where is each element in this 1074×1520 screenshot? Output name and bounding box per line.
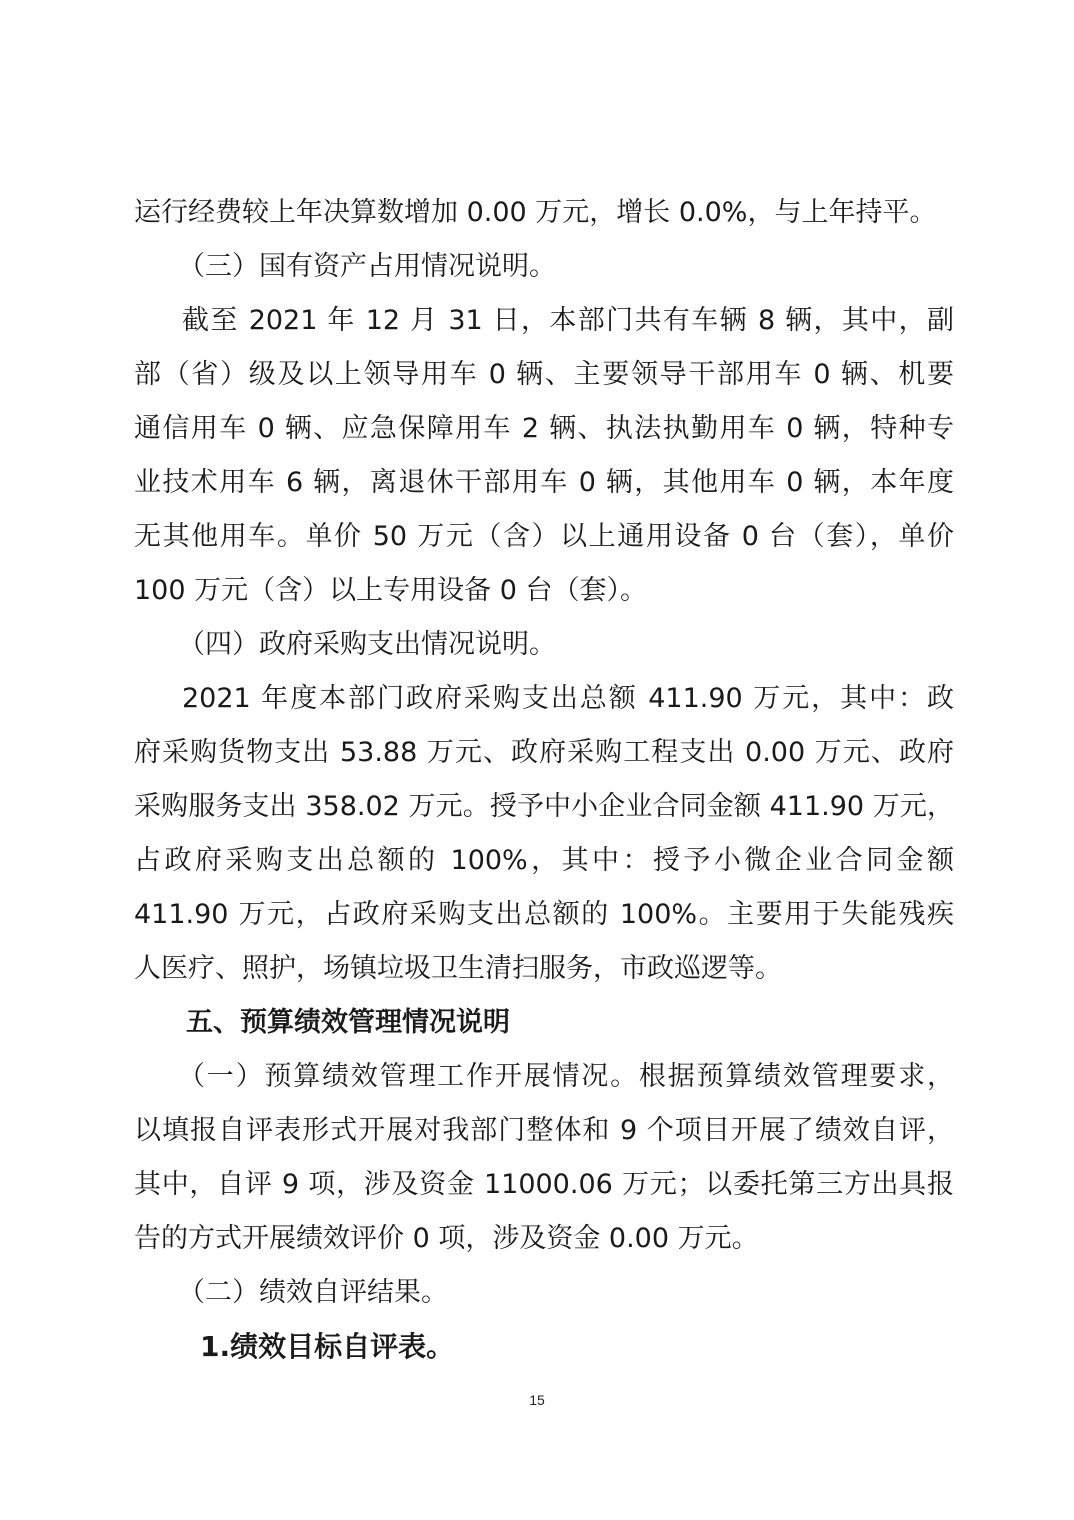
- paragraph-line: 其中，自评 9 项，涉及资金 11000.06 万元；以委托第三方出具报: [134, 1169, 954, 1200]
- section-heading-procurement: （四）政府采购支出情况说明。: [178, 629, 556, 660]
- paragraph-line: 100 万元（含）以上专用设备 0 台（套）。: [134, 575, 647, 606]
- page-number: 15: [529, 1392, 545, 1408]
- paragraph-line: 411.90 万元，占政府采购支出总额的 100%。主要用于失能残疾: [134, 899, 954, 930]
- section-heading-assets: （三）国有资产占用情况说明。: [178, 251, 556, 282]
- paragraph-line: 截至 2021 年 12 月 31 日，本部门共有车辆 8 辆，其中，副: [182, 305, 954, 336]
- section-heading-5: 五、预算绩效管理情况说明: [186, 1007, 510, 1038]
- paragraph-line: 告的方式开展绩效评价 0 项，涉及资金 0.00 万元。: [134, 1223, 759, 1254]
- paragraph-line: 人医疗、照护，场镇垃圾卫生清扫服务，市政巡逻等。: [134, 953, 782, 984]
- paragraph-line: 业技术用车 6 辆，离退休干部用车 0 辆，其他用车 0 辆，本年度: [134, 467, 954, 498]
- paragraph-line: （一）预算绩效管理工作开展情况。根据预算绩效管理要求，: [178, 1061, 954, 1092]
- section-heading-table: 1.绩效目标自评表。: [200, 1330, 455, 1363]
- paragraph-line: 无其他用车。单价 50 万元（含）以上通用设备 0 台（套），单价: [134, 521, 954, 552]
- paragraph-line: 运行经费较上年决算数增加 0.00 万元，增长 0.0%，与上年持平。: [134, 197, 937, 228]
- paragraph-line: 部（省）级及以上领导用车 0 辆、主要领导干部用车 0 辆、机要: [134, 359, 954, 390]
- section-heading-results: （二）绩效自评结果。: [178, 1277, 448, 1308]
- paragraph-line: 2021 年度本部门政府采购支出总额 411.90 万元，其中：政: [182, 683, 954, 714]
- paragraph-line: 府采购货物支出 53.88 万元、政府采购工程支出 0.00 万元、政府: [134, 737, 954, 768]
- paragraph-line: 通信用车 0 辆、应急保障用车 2 辆、执法执勤用车 0 辆，特种专: [134, 413, 954, 444]
- paragraph-line: 以填报自评表形式开展对我部门整体和 9 个项目开展了绩效自评，: [134, 1115, 954, 1146]
- paragraph-line: 采购服务支出 358.02 万元。授予中小企业合同金额 411.90 万元，: [134, 791, 954, 822]
- paragraph-line: 占政府采购支出总额的 100%，其中：授予小微企业合同金额: [134, 845, 954, 876]
